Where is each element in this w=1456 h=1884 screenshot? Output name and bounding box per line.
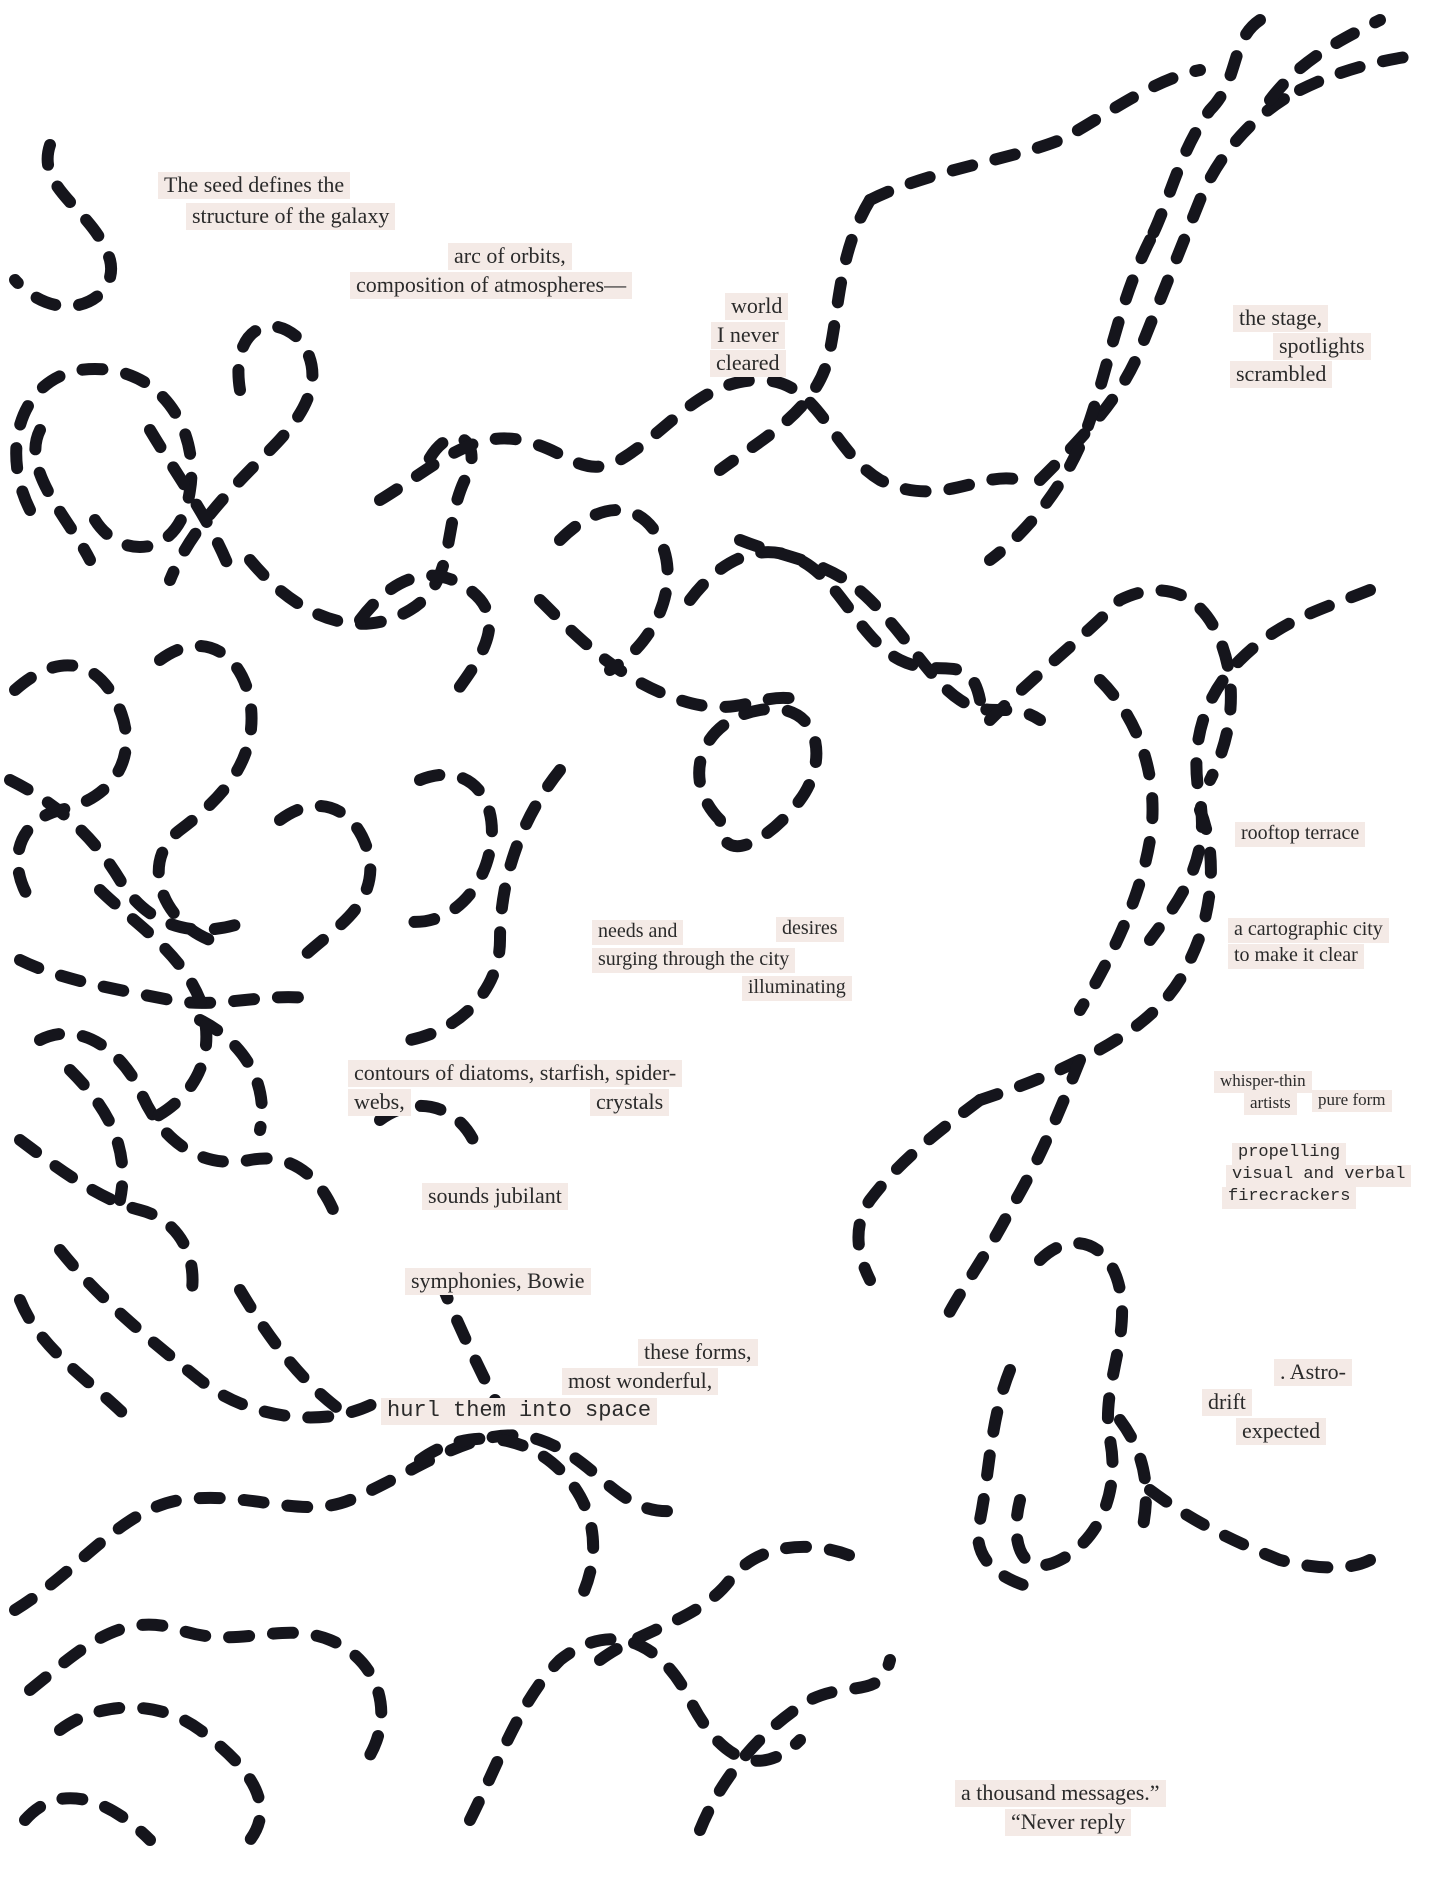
dashed-path: [380, 380, 1020, 500]
dashed-path: [20, 1140, 193, 1300]
dashed-path: [699, 709, 816, 846]
snippet-scrambled: scrambled: [1230, 361, 1332, 388]
snippet-desires: desires: [776, 917, 844, 942]
dashed-path: [978, 1370, 1040, 1590]
dashed-path: [1080, 680, 1153, 1010]
dashed-path: [1150, 1490, 1370, 1568]
snippet-spotlights: spotlights: [1273, 333, 1371, 360]
snippet-cleared: cleared: [710, 350, 786, 377]
snippet-symphonies: symphonies, Bowie: [405, 1268, 591, 1295]
snippet-crystals: crystals: [590, 1089, 669, 1116]
dashed-path: [420, 1439, 593, 1600]
snippet-i-never: I never: [711, 322, 785, 349]
dashed-path: [560, 510, 668, 670]
dashed-path: [980, 810, 1211, 1100]
snippet-never-reply: “Never reply: [1005, 1809, 1131, 1836]
snippet-these-forms: these forms,: [638, 1339, 758, 1366]
dashed-path: [15, 1435, 680, 1610]
dashed-path: [35, 430, 90, 560]
snippet-webs: webs,: [348, 1089, 411, 1116]
snippet-needs: needs and: [592, 920, 683, 945]
dashed-path: [20, 960, 320, 1003]
dashed-path: [159, 646, 252, 940]
snippet-the-stage: the stage,: [1233, 305, 1328, 332]
snippet-hurl: hurl them into space: [381, 1398, 657, 1425]
snippet-contours: contours of diatoms, starfish, spider-: [348, 1060, 682, 1087]
dashed-path: [25, 1798, 150, 1840]
snippet-drift: drift: [1202, 1389, 1252, 1416]
snippet-sounds-jubilant: sounds jubilant: [422, 1183, 568, 1210]
dashed-path: [870, 70, 1200, 200]
dashed-path: [40, 1034, 340, 1230]
dashed-path: [1016, 1243, 1122, 1565]
snippet-cartographic: a cartographic city: [1228, 918, 1389, 943]
dashed-path: [15, 145, 111, 306]
dashed-path: [30, 1625, 381, 1770]
snippet-rooftop: rooftop terrace: [1235, 822, 1365, 847]
dashed-path: [240, 1290, 340, 1410]
dashed-path: [360, 576, 489, 700]
dashed-path: [400, 775, 492, 922]
dashed-path: [20, 1300, 130, 1420]
snippet-visual-verbal: visual and verbal: [1226, 1165, 1411, 1187]
snippet-pure-form: pure form: [1312, 1090, 1392, 1112]
dashed-path: [1150, 590, 1370, 940]
snippet-firecrackers: firecrackers: [1222, 1187, 1356, 1209]
snippet-world: world: [725, 293, 788, 320]
snippet-most-wonderful: most wonderful,: [562, 1368, 718, 1395]
dashed-path: [940, 1060, 1080, 1330]
dashed-path: [1040, 90, 1300, 480]
dashed-path: [440, 1280, 500, 1410]
snippet-structure: structure of the galaxy: [186, 203, 395, 230]
dashed-path: [1120, 1420, 1146, 1540]
dashed-path: [16, 369, 191, 547]
snippet-arc: arc of orbits,: [448, 243, 572, 270]
dashed-path: [990, 240, 1150, 560]
dashed-path: [1270, 20, 1380, 100]
snippet-whisper-thin: whisper-thin: [1214, 1071, 1312, 1093]
snippet-illuminating: illuminating: [742, 976, 852, 1001]
snippet-thousand-messages: a thousand messages.”: [955, 1780, 1166, 1807]
snippet-make-clear: to make it clear: [1228, 944, 1364, 969]
snippet-expected: expected: [1236, 1418, 1326, 1445]
snippet-astro: . Astro-: [1274, 1359, 1352, 1386]
dashed-path: [600, 1547, 860, 1660]
snippet-surging: surging through the city: [592, 948, 795, 973]
dashed-path: [540, 600, 800, 707]
dashed-path: [470, 1639, 800, 1820]
dashed-path: [60, 1708, 260, 1841]
dashed-path: [858, 1100, 980, 1280]
snippet-composition: composition of atmospheres—: [350, 272, 632, 299]
dashed-path: [280, 806, 370, 960]
snippet-seed: The seed defines the: [158, 172, 350, 199]
snippet-propelling: propelling: [1232, 1143, 1346, 1165]
dashed-path: [70, 1070, 123, 1200]
snippet-artists: artists: [1244, 1093, 1297, 1115]
